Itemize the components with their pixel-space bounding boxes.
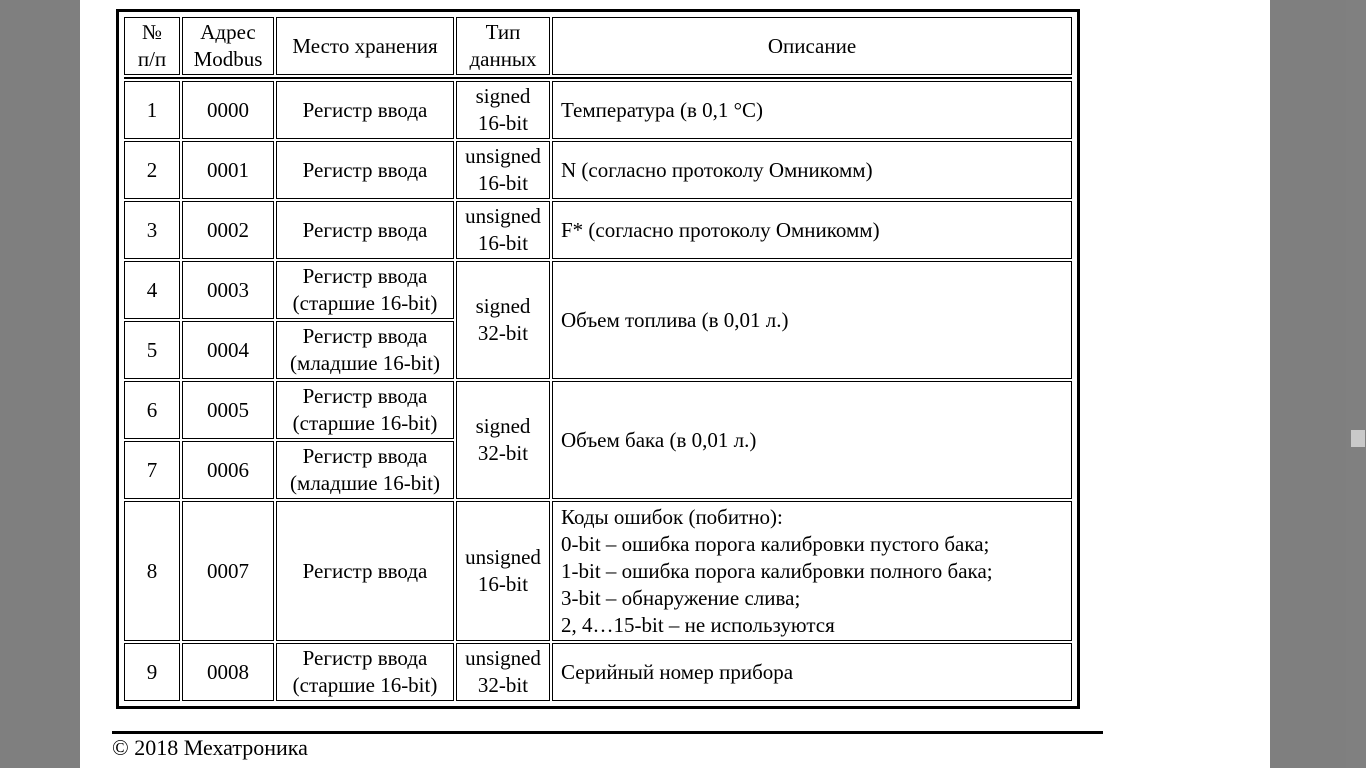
type-line: 16-bit: [477, 171, 529, 195]
type-line: signed: [475, 414, 531, 438]
header-address: [182, 17, 274, 75]
cell-description: Объем бака (в 0,01 л.): [552, 381, 1072, 499]
storage-line: Регистр ввода: [302, 384, 428, 408]
cell-type: [456, 141, 550, 199]
description-line: 0-bit – ошибка порога калибровки пустого бака;: [561, 531, 990, 556]
type-line: 32-bit: [477, 441, 529, 465]
cell-address: 0003: [182, 261, 274, 319]
cell-address: 0008: [182, 643, 274, 701]
cell-num: 4: [124, 261, 180, 319]
type-line: signed: [475, 84, 531, 108]
scrollbar-thumb[interactable]: [1351, 430, 1365, 447]
cell-description: N (согласно протоколу Омникомм): [552, 141, 1072, 199]
table-row: [124, 381, 1072, 439]
cell-address: 0004: [182, 321, 274, 379]
cell-type: [456, 381, 550, 499]
cell-storage: [276, 643, 454, 701]
type-line: unsigned: [465, 204, 541, 228]
cell-address: 0007: [182, 501, 274, 641]
cell-storage: Регистр ввода: [276, 141, 454, 199]
cell-type: [456, 261, 550, 379]
cell-num: 3: [124, 201, 180, 259]
cell-num: 5: [124, 321, 180, 379]
cell-description: Серийный номер прибора: [552, 643, 1072, 701]
storage-line: (старшие 16-bit): [292, 673, 438, 697]
header-type-line: Тип: [485, 20, 521, 44]
table-row: [124, 261, 1072, 319]
header-divider: [124, 77, 1072, 79]
cell-storage: Регистр ввода: [276, 81, 454, 139]
cell-storage: [276, 381, 454, 439]
cell-num: 1: [124, 81, 180, 139]
cell-address: 0006: [182, 441, 274, 499]
cell-type: [456, 643, 550, 701]
storage-line: (старшие 16-bit): [292, 291, 438, 315]
cell-storage: [276, 441, 454, 499]
table-row: [124, 201, 1072, 259]
table-row: [124, 81, 1072, 139]
cell-address: 0005: [182, 381, 274, 439]
cell-type: [456, 81, 550, 139]
table-row: [124, 643, 1072, 701]
storage-line: (младшие 16-bit): [290, 351, 440, 375]
header-num-line: №: [141, 20, 163, 44]
header-description: Описание: [552, 17, 1072, 75]
storage-line: Регистр ввода: [302, 646, 428, 670]
cell-storage: [276, 261, 454, 319]
storage-line: Регистр ввода: [302, 264, 428, 288]
table-row: [124, 501, 1072, 641]
copyright-text: © 2018 Мехатроника: [112, 735, 308, 760]
cell-description: Объем топлива (в 0,01 л.): [552, 261, 1072, 379]
type-line: signed: [475, 294, 531, 318]
cell-storage: Регистр ввода: [276, 501, 454, 641]
cell-description: [552, 501, 1072, 641]
description-line: 1-bit – ошибка порога калибровки полного бака;: [561, 558, 993, 583]
type-line: 32-bit: [477, 673, 529, 697]
cell-storage: Регистр ввода: [276, 201, 454, 259]
type-line: unsigned: [465, 646, 541, 670]
type-line: 16-bit: [477, 231, 529, 255]
cell-address: 0000: [182, 81, 274, 139]
description-line: 2, 4…15-bit – не используются: [561, 612, 835, 637]
header-num-line: п/п: [137, 47, 167, 71]
type-line: 32-bit: [477, 321, 529, 345]
header-address-line: Адрес: [200, 20, 256, 44]
scrollbar-track[interactable]: [1346, 0, 1366, 768]
type-line: 16-bit: [477, 572, 529, 596]
cell-num: 7: [124, 441, 180, 499]
cell-address: 0002: [182, 201, 274, 259]
storage-line: (младшие 16-bit): [290, 471, 440, 495]
cell-num: 6: [124, 381, 180, 439]
header-address-line: Modbus: [193, 47, 263, 71]
description-line: 3-bit – обнаружение слива;: [561, 585, 801, 610]
header-num: [124, 17, 180, 75]
type-line: unsigned: [465, 545, 541, 569]
storage-line: Регистр ввода: [302, 324, 428, 348]
table-header-row: [124, 17, 1072, 75]
description-line: Коды ошибок (побитно):: [561, 504, 783, 529]
type-line: 16-bit: [477, 111, 529, 135]
cell-storage: [276, 321, 454, 379]
cell-description: F* (согласно протоколу Омникомм): [552, 201, 1072, 259]
header-type: [456, 17, 550, 75]
storage-line: (старшие 16-bit): [292, 411, 438, 435]
table-row: [124, 141, 1072, 199]
cell-type: [456, 201, 550, 259]
cell-num: 8: [124, 501, 180, 641]
modbus-registers-table: [122, 15, 1074, 703]
header-storage: Место хранения: [276, 17, 454, 75]
cell-address: 0001: [182, 141, 274, 199]
registers-table-frame: [116, 9, 1080, 709]
cell-description: Температура (в 0,1 °С): [552, 81, 1072, 139]
storage-line: Регистр ввода: [302, 444, 428, 468]
cell-num: 2: [124, 141, 180, 199]
cell-type: [456, 501, 550, 641]
type-line: unsigned: [465, 144, 541, 168]
cell-num: 9: [124, 643, 180, 701]
header-type-line: данных: [469, 47, 537, 71]
